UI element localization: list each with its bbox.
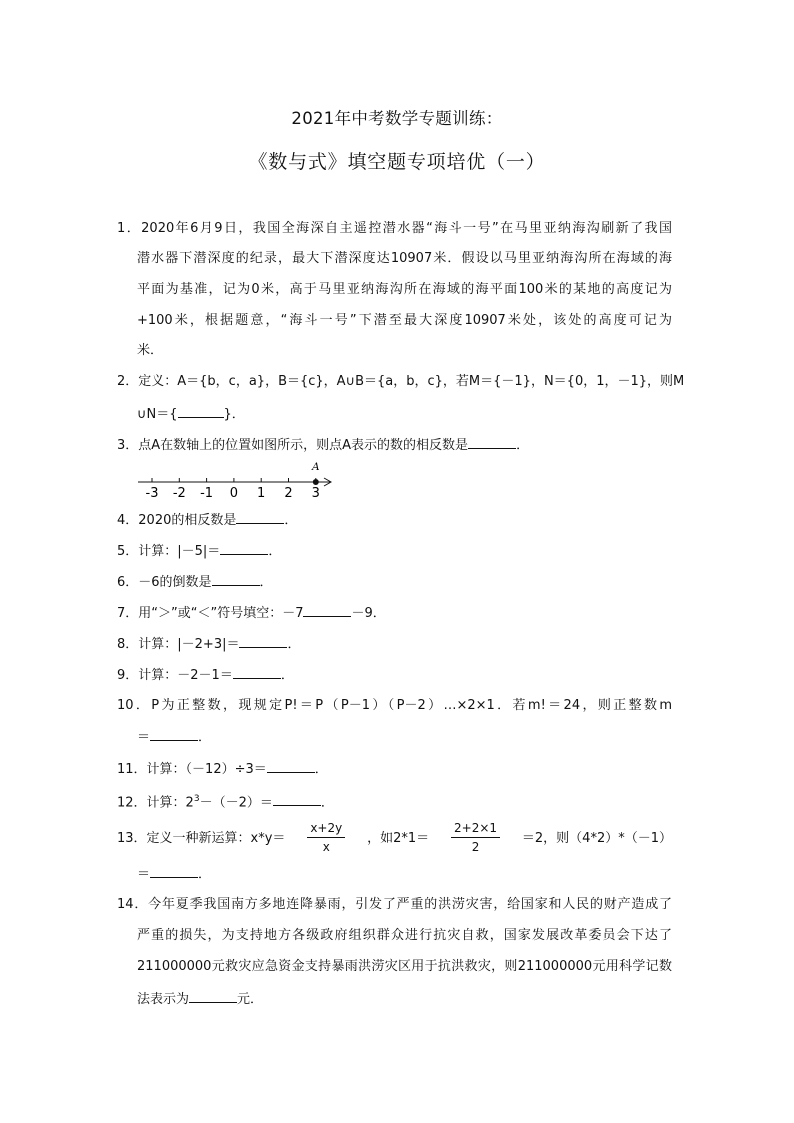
number-line-figure	[132, 461, 342, 503]
q7-line	[117, 603, 672, 623]
q3-post: ．	[516, 438, 530, 453]
q14-answer-blank[interactable]	[189, 989, 237, 1003]
q1-line-2: 潜水器下潜深度的纪录，最大下潜深度达10907米．假设以马里亚纳海沟所在海域的海	[137, 251, 672, 266]
q14-line-1: 14．今年夏季我国南方多地连降暴雨，引发了严重的洪涝灾害，给国家和人民的财产造成了	[117, 897, 672, 912]
document-title: 2021年中考数学专题训练：	[291, 109, 503, 128]
q14-text-pre: 法表示为	[137, 992, 190, 1007]
q6-post: ．	[259, 575, 273, 590]
q13-line-1	[117, 822, 672, 856]
q13-line2-post: ．	[198, 867, 212, 882]
q14-line-2: 严重的损失，为支持地方各级政府组织群众进行抗灾自救，国家发展改革委员会下达了	[137, 928, 672, 943]
q1-line-1: 1．2020年6月9日，我国全海深自主遥控潜水器“海斗一号”在马里亚纳海沟刷新了我国	[117, 221, 672, 236]
q3-answer-blank[interactable]	[468, 435, 516, 449]
q5-text: 5．计算：|－5|＝	[117, 544, 221, 559]
number-line-tick-label: 1	[257, 486, 266, 501]
q2-line2-pre: ∪N＝{	[137, 407, 178, 422]
number-line-tick-label: -2	[172, 486, 186, 501]
q4-line	[117, 510, 672, 530]
q13-answer-blank[interactable]	[150, 864, 198, 878]
number-line-ticks	[146, 478, 320, 501]
q12-answer-blank[interactable]	[273, 792, 321, 806]
q2-line-1: 2．定义：A＝{b，c，a}，B＝{c}，A∪B＝{a，b，c}，若M＝{－1}，N＝{0，1，－1}，则M	[117, 374, 685, 389]
q7-answer-blank[interactable]	[303, 603, 351, 617]
number-line-tick-label: -1	[200, 486, 214, 501]
q3-text: 3．点A在数轴上的位置如图所示，则点A表示的数的相反数是	[117, 438, 469, 453]
q11-text: 11．计算：（－12）÷3＝	[117, 762, 267, 777]
q6-line	[117, 572, 672, 592]
q12-mid: －（－2）＝	[199, 795, 273, 811]
q6-answer-blank[interactable]	[212, 572, 260, 586]
q3-line	[117, 435, 672, 455]
q10-answer-blank[interactable]	[150, 727, 198, 741]
q9-line	[117, 665, 672, 685]
q6-text: 6．－6的倒数是	[117, 575, 212, 590]
q14-line-3: 211000000元救灾应急资金支持暴雨洪涝灾区用于抗洪救灾，则211000000元用科学记数	[137, 959, 672, 974]
q1-line-5: 米．	[137, 343, 164, 358]
q12-text: 12．计算：2	[117, 795, 194, 811]
q7-text: 7．用“＞”或“＜”符号填空：－7	[117, 606, 304, 621]
q13-line-2	[137, 864, 672, 884]
number-line-tick-label: 3	[311, 486, 320, 501]
q13-text-mid2: ＝2，则（4*2）*（－1）	[521, 831, 672, 846]
q4-post: ．	[284, 513, 298, 528]
q8-answer-blank[interactable]	[239, 634, 287, 648]
number-line-tick-label: 0	[229, 486, 239, 501]
q13-line2-pre: ＝	[137, 867, 151, 882]
q13-text-pre: 13．定义一种新运算：x*y＝	[117, 831, 286, 846]
q1-line-3: 平面为基准，记为0米，高于马里亚纳海沟所在海域的海平面100米的某地的高度记为	[137, 282, 672, 297]
q10-line2-post: ．	[198, 730, 212, 745]
q13-fraction-definition	[307, 821, 345, 854]
point-a-marker	[313, 479, 319, 485]
q13-frac2-numerator: 2+2×1	[451, 821, 500, 838]
q8-text: 8．计算：|－2+3|＝	[117, 637, 240, 652]
q2-answer-blank[interactable]	[178, 404, 224, 418]
q4-text: 4．2020的相反数是	[117, 513, 237, 528]
number-line-tick-label: -3	[145, 486, 159, 501]
q2-line2-post: }．	[223, 407, 245, 422]
q13-frac2-denominator: 2	[471, 839, 480, 854]
q9-answer-blank[interactable]	[233, 665, 281, 679]
q9-post: ．	[280, 668, 294, 683]
point-a-label: A	[312, 461, 320, 473]
q5-line	[117, 541, 672, 561]
q1-line-4: +100米，根据题意，“海斗一号”下潜至最大深度10907米处，该处的高度可记为	[137, 313, 672, 328]
q8-post: ．	[287, 637, 301, 652]
q13-text-mid1: ，如2*1＝	[367, 831, 430, 846]
q13-frac1-numerator: x+2y	[307, 821, 345, 838]
document-subtitle: 《数与式》填空题专项培优（一）	[248, 151, 546, 173]
number-line-tick-label: 2	[284, 486, 293, 501]
q11-post: ．	[314, 762, 328, 777]
q13-fraction-example	[451, 821, 500, 854]
q10-line-1: 10．P为正整数，现规定P!＝P（P－1）（P－2）…×2×1．若m!＝24，则正整数m	[117, 698, 672, 713]
q9-text: 9．计算：－2－1＝	[117, 668, 233, 683]
q7-post: －9．	[351, 606, 386, 621]
q5-answer-blank[interactable]	[220, 541, 268, 555]
q5-post: ．	[268, 544, 282, 559]
q13-frac1-denominator: x	[322, 839, 330, 854]
q8-line	[117, 634, 672, 654]
q11-answer-blank[interactable]	[267, 759, 315, 773]
q14-line-4	[137, 989, 672, 1009]
q11-line	[117, 759, 672, 779]
q12-post: ．	[320, 795, 334, 811]
q14-text-post: 元．	[237, 992, 264, 1007]
q10-line2-pre: ＝	[137, 730, 151, 745]
q4-answer-blank[interactable]	[236, 510, 284, 524]
q10-line-2	[137, 727, 672, 747]
q12-exponent: 3	[193, 794, 200, 804]
q2-line-2	[137, 404, 672, 424]
q12-line	[117, 790, 672, 812]
